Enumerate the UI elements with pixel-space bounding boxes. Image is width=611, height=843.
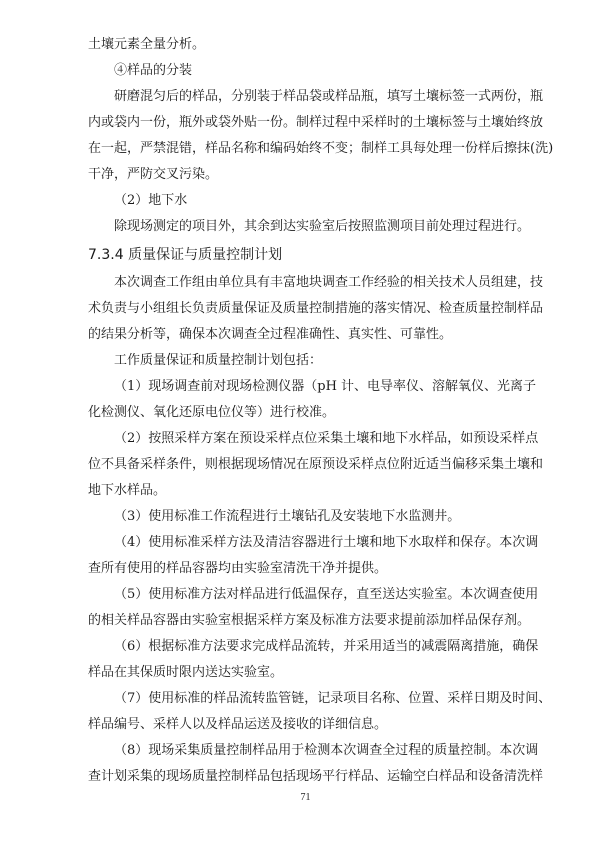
text-line: （8）现场采集质量控制样品用于检测本次调查全过程的质量控制。本次调 (114, 743, 539, 758)
text-line: （4）使用标准采样方法及清洁容器进行土壤和地下水取样和保存。本次调 (114, 535, 539, 550)
text-line: 在一起，严禁混错，样品名称和编码始终不变；制样工具每处理一份样后擦抹(洗) (88, 141, 554, 156)
paragraph (88, 32, 526, 58)
text-line: （5）使用标准方法对样品进行低温保存，直至送达实验室。本次调查使用 (114, 587, 539, 602)
paragraph (88, 426, 544, 504)
text-line: 干净，严防交叉污染。 (88, 167, 219, 182)
text-line: 查计划采集的现场质量控制样品包括现场平行样品、运输空白样品和设备清洗样 (88, 769, 544, 784)
paragraph (88, 348, 526, 374)
text-line: （2）按照采样方案在预设采样点位采集土壤和地下水样品，如预设采样点 (114, 431, 539, 446)
text-line: 研磨混匀后的样品，分别装于样品袋或样品瓶，填写土壤标签一式两份，瓶 (114, 89, 544, 104)
paragraph (88, 58, 526, 84)
text-line: 的相关样品容器由实验室根据采样方案及标准方法要求提前添加样品保存剂。 (88, 613, 531, 628)
page-number: 71 (300, 792, 311, 803)
text-line: 土壤元素全量分析。 (88, 37, 206, 52)
paragraph (88, 582, 539, 634)
document-body (88, 32, 554, 790)
text-line: 样品编号、采样人以及样品运送及接收的详细信息。 (88, 717, 388, 732)
text-line: 化检测仪、氧化还原电位仪等）进行校准。 (88, 405, 336, 420)
paragraph (88, 504, 526, 530)
text-line: 术负责与小组组长负责质量保证及质量控制措施的落实情况、检查质量控制样品 (88, 301, 544, 316)
paragraph (88, 738, 544, 790)
paragraph (88, 374, 537, 426)
paragraph (88, 188, 526, 214)
paragraph (88, 686, 552, 738)
heading-text: 7.3.4 质量保证与质量控制计划 (88, 247, 283, 263)
paragraph (88, 270, 544, 348)
text-line: 查所有使用的样品容器均由实验室清洗干净并提供。 (88, 561, 388, 576)
paragraph (88, 634, 539, 686)
text-line: ④样品的分装 (114, 63, 193, 78)
text-line: （6）根据标准方法要求完成样品流转，并采用适当的减震隔离措施，确保 (114, 639, 539, 654)
text-line: （1）现场调查前对现场检测仪器（pH 计、电导率仪、溶解氧仪、光离子 (114, 379, 537, 394)
text-line: 除现场测定的项目外，其余到达实验室后按照监测项目前处理过程进行。 (114, 219, 531, 234)
paragraph (88, 530, 539, 582)
text-line: 工作质量保证和质量控制计划包括： (114, 353, 323, 368)
text-line: （7）使用标准的样品流转监管链，记录项目名称、位置、采样日期及时间、 (114, 691, 552, 706)
text-line: （2）地下水 (114, 193, 188, 208)
text-line: 本次调查工作组由单位具有丰富地块调查工作经验的相关技术人员组建，技 (114, 275, 544, 290)
text-line: 位不具备采样条件，则根据现场情况在原预设采样点位附近适当偏移采集土壤和 (88, 457, 544, 472)
text-line: 内或袋内一份，瓶外或袋外贴一份。制样过程中采样时的土壤标签与土壤始终放 (88, 115, 544, 130)
text-line: （3）使用标准工作流程进行土壤钻孔及安装地下水监测井。 (114, 509, 461, 524)
paragraph (88, 84, 554, 188)
text-line: 地下水样品。 (88, 483, 167, 498)
text-line: 的结果分析等，确保本次调查全过程准确性、真实性、可靠性。 (88, 327, 453, 342)
text-line: 样品在其保质时限内送达实验室。 (88, 665, 284, 680)
paragraph (88, 214, 531, 240)
section-heading (88, 240, 526, 270)
